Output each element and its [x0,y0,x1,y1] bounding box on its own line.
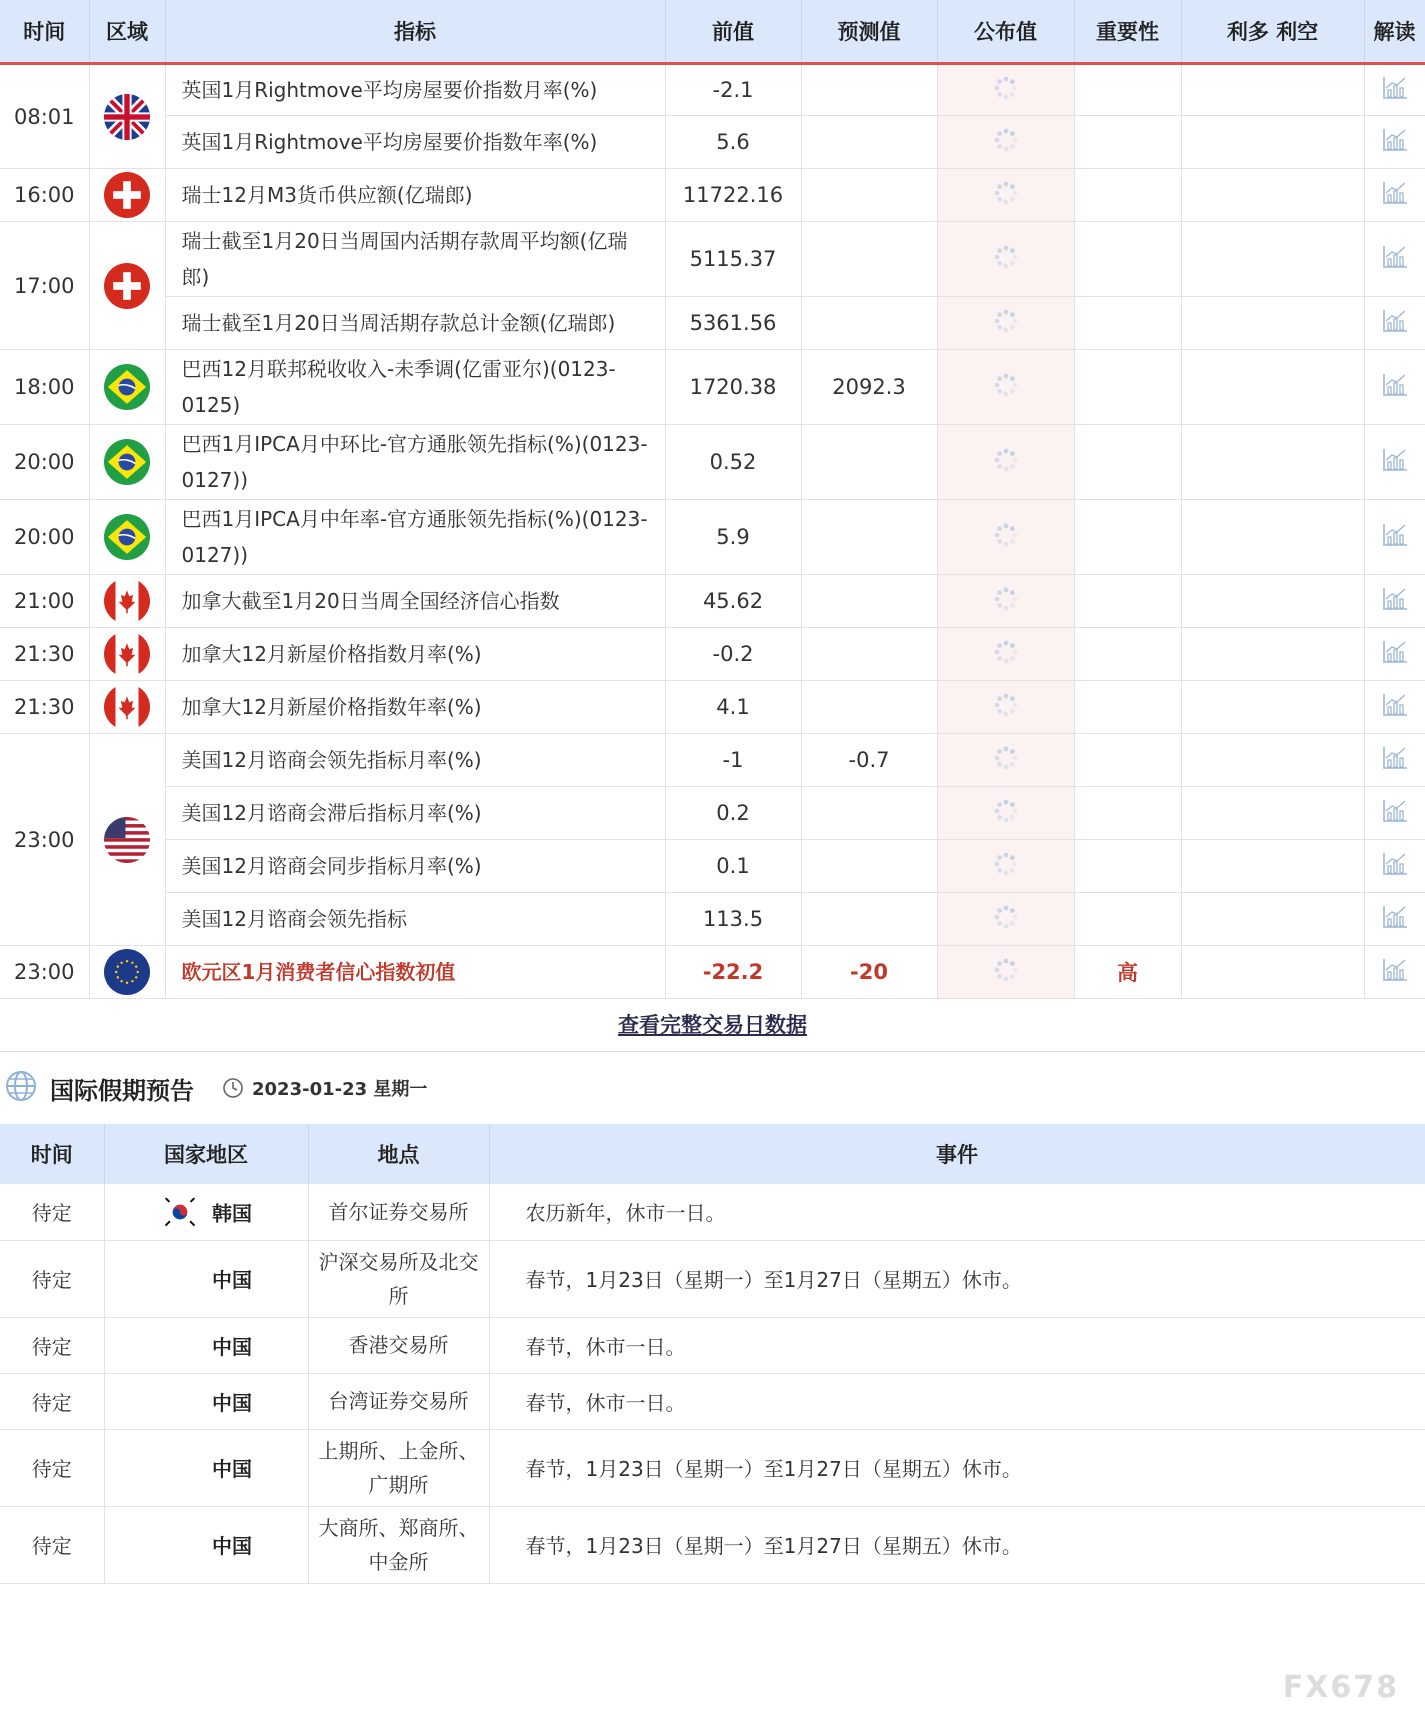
previous-value: 5.9 [665,500,801,575]
loading-spinner-icon [993,798,1019,829]
indicator-name: 瑞士12月M3货币供应额(亿瑞郎) [165,169,665,222]
chart-analysis-icon[interactable] [1381,692,1409,723]
release-time: 23:00 [0,734,89,946]
previous-value: -1 [665,734,801,787]
holiday-country [104,1240,308,1317]
actual-value [937,946,1074,999]
holiday-country [104,1429,308,1506]
calendar-row [0,500,1425,575]
importance-value [1074,222,1181,297]
loading-spinner-icon [993,904,1019,935]
forecast-value [801,500,937,575]
previous-value: 4.1 [665,681,801,734]
impact-cell [1181,681,1364,734]
impact-cell [1181,425,1364,500]
indicator-name: 美国12月谘商会同步指标月率(%) [165,840,665,893]
holiday-location: 上期所、上金所、广期所 [308,1429,489,1506]
holiday-section-header [0,1052,1425,1124]
clock-icon [222,1077,244,1099]
col-impact: 利多 利空 [1181,0,1364,64]
impact-cell [1181,946,1364,999]
calendar-row [0,681,1425,734]
flag-ch-icon [104,172,150,218]
holiday-time: 待定 [0,1317,104,1373]
actual-value [937,840,1074,893]
release-time: 17:00 [0,222,89,350]
holiday-time: 待定 [0,1429,104,1506]
indicator-name: 美国12月谘商会领先指标 [165,893,665,946]
region-flag [89,734,165,946]
holiday-location: 大商所、郑商所、中金所 [308,1506,489,1583]
holiday-row [0,1240,1425,1317]
region-flag [89,681,165,734]
indicator-name: 巴西1月IPCA月中环比-官方通胀领先指标(%)(0123-0127)) [165,425,665,500]
loading-spinner-icon [993,692,1019,723]
forecast-value: -20 [801,946,937,999]
impact-cell [1181,500,1364,575]
region-flag [89,350,165,425]
previous-value: 1720.38 [665,350,801,425]
chart-analysis-icon[interactable] [1381,851,1409,882]
holiday-table [0,1124,1425,1584]
holiday-location: 香港交易所 [308,1317,489,1373]
actual-value [937,787,1074,840]
forecast-value [801,787,937,840]
previous-value: 0.1 [665,840,801,893]
indicator-name: 巴西1月IPCA月中年率-官方通胀领先指标(%)(0123-0127)) [165,500,665,575]
forecast-value [801,222,937,297]
actual-value [937,893,1074,946]
calendar-row [0,840,1425,893]
importance-value [1074,575,1181,628]
calendar-row [0,893,1425,946]
indicator-name: 加拿大12月新屋价格指数月率(%) [165,628,665,681]
indicator-name: 加拿大12月新屋价格指数年率(%) [165,681,665,734]
calendar-row [0,575,1425,628]
holiday-event: 春节，1月23日（星期一）至1月27日（星期五）休市。 [489,1429,1425,1506]
col-analysis: 解读 [1364,0,1425,64]
flag-us-icon [104,817,150,863]
importance-value [1074,500,1181,575]
analysis-cell[interactable] [1364,734,1425,787]
importance-value [1074,840,1181,893]
col-actual: 公布值 [937,0,1074,64]
release-time: 20:00 [0,500,89,575]
holiday-row [0,1506,1425,1583]
holiday-event: 春节，休市一日。 [489,1317,1425,1373]
holiday-country [104,1184,308,1240]
forecast-value [801,575,937,628]
holiday-time: 待定 [0,1184,104,1240]
actual-value [937,222,1074,297]
more-link-bar [0,999,1425,1052]
analysis-cell[interactable] [1364,222,1425,297]
flag-uk-icon [104,94,150,140]
impact-cell [1181,787,1364,840]
hol-col-event: 事件 [489,1124,1425,1184]
chart-analysis-icon[interactable] [1381,180,1409,211]
actual-value [937,575,1074,628]
analysis-cell[interactable] [1364,787,1425,840]
chart-analysis-icon[interactable] [1381,904,1409,935]
importance-value [1074,169,1181,222]
flag-ca-icon [104,578,150,624]
col-time: 时间 [0,0,89,64]
holiday-location: 沪深交易所及北交所 [308,1240,489,1317]
holiday-event: 春节，1月23日（星期一）至1月27日（星期五）休市。 [489,1240,1425,1317]
actual-value [937,297,1074,350]
impact-cell [1181,840,1364,893]
indicator-name: 英国1月Rightmove平均房屋要价指数月率(%) [165,64,665,116]
forecast-value [801,628,937,681]
region-flag [89,64,165,169]
holiday-event: 春节，1月23日（星期一）至1月27日（星期五）休市。 [489,1506,1425,1583]
forecast-value [801,169,937,222]
loading-spinner-icon [993,75,1019,106]
impact-cell [1181,893,1364,946]
chart-analysis-icon[interactable] [1381,639,1409,670]
indicator-name: 美国12月谘商会滞后指标月率(%) [165,787,665,840]
indicator-name: 瑞士截至1月20日当周国内活期存款周平均额(亿瑞郎) [165,222,665,297]
calendar-row [0,116,1425,169]
chart-analysis-icon[interactable] [1381,308,1409,339]
loading-spinner-icon [993,180,1019,211]
country-name: 中国 [212,1334,252,1359]
region-flag [89,946,165,999]
importance-value [1074,350,1181,425]
analysis-cell[interactable] [1364,628,1425,681]
forecast-value: 2092.3 [801,350,937,425]
chart-analysis-icon[interactable] [1381,957,1409,988]
forecast-value [801,64,937,116]
actual-value [937,681,1074,734]
indicator-name: 瑞士截至1月20日当周活期存款总计金额(亿瑞郎) [165,297,665,350]
col-indicator: 指标 [165,0,665,64]
release-time: 20:00 [0,425,89,500]
forecast-value [801,116,937,169]
watermark: FX678 [1282,1670,1399,1705]
indicator-name: 英国1月Rightmove平均房屋要价指数年率(%) [165,116,665,169]
region-flag [89,222,165,350]
calendar-row [0,297,1425,350]
analysis-cell[interactable] [1364,169,1425,222]
impact-cell [1181,116,1364,169]
importance-value: 高 [1074,946,1181,999]
analysis-cell[interactable] [1364,575,1425,628]
impact-cell [1181,734,1364,787]
impact-cell [1181,222,1364,297]
impact-cell [1181,575,1364,628]
impact-cell [1181,169,1364,222]
flag-br-icon [104,514,150,560]
holiday-time: 待定 [0,1240,104,1317]
loading-spinner-icon [993,372,1019,403]
previous-value: 5361.56 [665,297,801,350]
actual-value [937,169,1074,222]
calendar-row [0,787,1425,840]
calendar-row [0,64,1425,116]
release-time: 08:01 [0,64,89,169]
indicator-name: 巴西12月联邦税收收入-未季调(亿雷亚尔)(0123-0125) [165,350,665,425]
globe-icon [4,1069,38,1107]
indicator-name: 加拿大截至1月20日当周全国经济信心指数 [165,575,665,628]
region-flag [89,575,165,628]
indicator-name: 欧元区1月消费者信心指数初值 [165,946,665,999]
calendar-header-row [0,0,1425,64]
flag-kr-icon [160,1192,200,1232]
release-time: 18:00 [0,350,89,425]
region-flag [89,500,165,575]
country-name: 中国 [212,1268,252,1292]
holiday-country [104,1506,308,1583]
loading-spinner-icon [993,745,1019,776]
chart-analysis-icon[interactable] [1381,522,1409,553]
importance-value [1074,628,1181,681]
country-name: 韩国 [212,1201,252,1226]
col-previous: 前值 [665,0,801,64]
actual-value [937,425,1074,500]
flag-ch-icon [104,263,150,309]
release-time: 21:30 [0,628,89,681]
calendar-row [0,946,1425,999]
col-importance: 重要性 [1074,0,1181,64]
analysis-cell[interactable] [1364,681,1425,734]
flag-ca-icon [104,631,150,677]
importance-value [1074,734,1181,787]
view-full-day-link[interactable]: 查看完整交易日数据 [618,1013,807,1037]
forecast-value [801,425,937,500]
chart-analysis-icon[interactable] [1381,798,1409,829]
analysis-cell[interactable] [1364,297,1425,350]
calendar-row [0,628,1425,681]
release-time: 23:00 [0,946,89,999]
chart-analysis-icon[interactable] [1381,244,1409,275]
holiday-time: 待定 [0,1373,104,1429]
forecast-value [801,681,937,734]
flag-br-icon [104,439,150,485]
loading-spinner-icon [993,244,1019,275]
chart-analysis-icon[interactable] [1381,586,1409,617]
importance-value [1074,425,1181,500]
holiday-event: 农历新年，休市一日。 [489,1184,1425,1240]
chart-analysis-icon[interactable] [1381,372,1409,403]
flag-br-icon [104,364,150,410]
importance-value [1074,297,1181,350]
release-time: 16:00 [0,169,89,222]
holiday-row [0,1373,1425,1429]
analysis-cell[interactable] [1364,946,1425,999]
holiday-location: 台湾证券交易所 [308,1373,489,1429]
actual-value [937,734,1074,787]
impact-cell [1181,64,1364,116]
calendar-row [0,425,1425,500]
loading-spinner-icon [993,447,1019,478]
previous-value: 0.2 [665,787,801,840]
analysis-cell[interactable] [1364,350,1425,425]
impact-cell [1181,350,1364,425]
col-forecast: 预测值 [801,0,937,64]
holiday-row [0,1184,1425,1240]
holiday-row [0,1317,1425,1373]
flag-ca-icon [104,684,150,730]
analysis-cell[interactable] [1364,425,1425,500]
importance-value [1074,681,1181,734]
holiday-event: 春节，休市一日。 [489,1373,1425,1429]
importance-value [1074,64,1181,116]
region-flag [89,169,165,222]
region-flag [89,628,165,681]
actual-value [937,64,1074,116]
loading-spinner-icon [993,308,1019,339]
indicator-name: 美国12月谘商会领先指标月率(%) [165,734,665,787]
col-region: 区域 [89,0,165,64]
calendar-row [0,734,1425,787]
importance-value [1074,787,1181,840]
impact-cell [1181,297,1364,350]
actual-value [937,500,1074,575]
release-time: 21:30 [0,681,89,734]
loading-spinner-icon [993,957,1019,988]
chart-analysis-icon[interactable] [1381,447,1409,478]
impact-cell [1181,628,1364,681]
analysis-cell[interactable] [1364,500,1425,575]
actual-value [937,350,1074,425]
actual-value [937,116,1074,169]
previous-value: -0.2 [665,628,801,681]
holiday-header-row [0,1124,1425,1184]
holiday-date: 2023-01-23 星期一 [252,1079,428,1100]
region-flag [89,425,165,500]
loading-spinner-icon [993,586,1019,617]
analysis-cell[interactable] [1364,893,1425,946]
hol-col-country: 国家地区 [104,1124,308,1184]
previous-value: 11722.16 [665,169,801,222]
forecast-value [801,297,937,350]
previous-value: 0.52 [665,425,801,500]
country-name: 中国 [212,1390,252,1415]
flag-eu-icon [104,949,150,995]
forecast-value [801,893,937,946]
analysis-cell[interactable] [1364,840,1425,893]
forecast-value: -0.7 [801,734,937,787]
calendar-row [0,169,1425,222]
actual-value [937,628,1074,681]
loading-spinner-icon [993,522,1019,553]
country-name: 中国 [212,1457,252,1481]
previous-value: 45.62 [665,575,801,628]
hol-col-location: 地点 [308,1124,489,1184]
previous-value: -22.2 [665,946,801,999]
holiday-row [0,1429,1425,1506]
previous-value: -2.1 [665,64,801,116]
analysis-cell[interactable] [1364,64,1425,116]
chart-analysis-icon[interactable] [1381,127,1409,158]
previous-value: 5115.37 [665,222,801,297]
previous-value: 113.5 [665,893,801,946]
importance-value [1074,893,1181,946]
chart-analysis-icon[interactable] [1381,75,1409,106]
loading-spinner-icon [993,127,1019,158]
holiday-country [104,1317,308,1373]
calendar-row [0,350,1425,425]
holiday-title: 国际假期预告 [50,1076,194,1105]
hol-col-time: 时间 [0,1124,104,1184]
chart-analysis-icon[interactable] [1381,745,1409,776]
loading-spinner-icon [993,851,1019,882]
analysis-cell[interactable] [1364,116,1425,169]
calendar-row [0,222,1425,297]
previous-value: 5.6 [665,116,801,169]
holiday-location: 首尔证券交易所 [308,1184,489,1240]
forecast-value [801,840,937,893]
importance-value [1074,116,1181,169]
loading-spinner-icon [993,639,1019,670]
release-time: 21:00 [0,575,89,628]
country-name: 中国 [212,1534,252,1558]
holiday-country [104,1373,308,1429]
holiday-time: 待定 [0,1506,104,1583]
